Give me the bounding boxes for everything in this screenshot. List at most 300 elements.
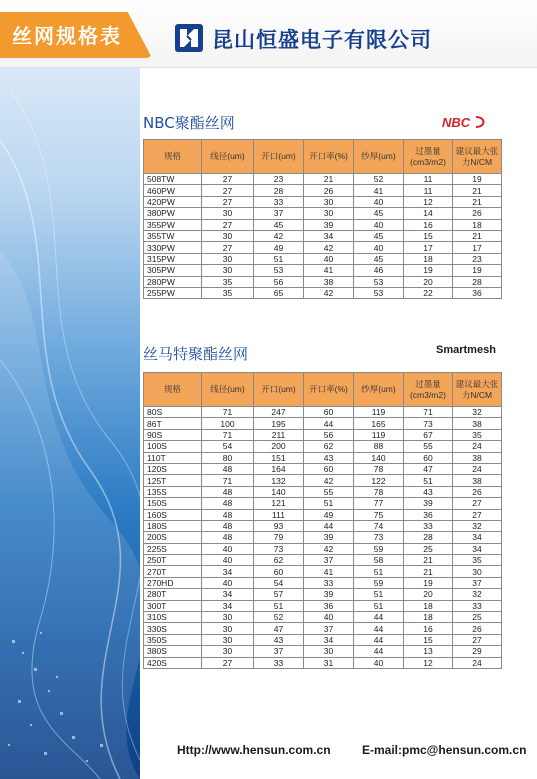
table-cell: 38 xyxy=(304,276,354,287)
table-cell: 121 xyxy=(254,498,304,509)
column-header: 过墨量(cm3/m2) xyxy=(404,140,453,174)
table-cell: 164 xyxy=(254,463,304,474)
table-cell: 30 xyxy=(304,196,354,207)
table-cell: 42 xyxy=(254,230,304,241)
table-cell: 32 xyxy=(453,589,502,600)
table-cell: 73 xyxy=(354,532,404,543)
table-cell: 88 xyxy=(354,441,404,452)
table-cell: 60 xyxy=(254,566,304,577)
table-cell: 25 xyxy=(404,543,453,554)
table-cell: 43 xyxy=(304,452,354,463)
table-cell: 26 xyxy=(304,185,354,196)
column-header: 开口率(%) xyxy=(304,373,354,407)
table-cell: 151 xyxy=(254,452,304,463)
column-header: 开口率(%) xyxy=(304,140,354,174)
table-cell: 20 xyxy=(404,589,453,600)
table-cell: 13 xyxy=(404,646,453,657)
table-cell: 54 xyxy=(202,441,254,452)
table-cell: 29 xyxy=(453,646,502,657)
table-cell: 60 xyxy=(304,407,354,418)
table-cell: 41 xyxy=(354,185,404,196)
table-cell: 12 xyxy=(404,196,453,207)
table-cell: 56 xyxy=(304,429,354,440)
table-cell: 39 xyxy=(304,219,354,230)
table-cell: 100S xyxy=(144,441,202,452)
table-cell: 310S xyxy=(144,612,202,623)
table-cell: 42 xyxy=(304,475,354,486)
table-cell: 39 xyxy=(304,589,354,600)
table-cell: 28 xyxy=(404,532,453,543)
table-cell: 140 xyxy=(254,486,304,497)
table-cell: 48 xyxy=(202,520,254,531)
table-row xyxy=(144,623,502,634)
table-row xyxy=(144,543,502,554)
table-cell: 30 xyxy=(304,646,354,657)
table-cell: 51 xyxy=(304,498,354,509)
table-row xyxy=(144,509,502,520)
table-row xyxy=(144,219,502,230)
table-cell: 39 xyxy=(304,532,354,543)
table-cell: 52 xyxy=(254,612,304,623)
table-cell: 35 xyxy=(453,555,502,566)
table-cell: 120S xyxy=(144,463,202,474)
table-row xyxy=(144,452,502,463)
table-cell: 11 xyxy=(404,185,453,196)
company-logo-icon xyxy=(175,24,203,52)
table-cell: 41 xyxy=(304,566,354,577)
table-cell: 53 xyxy=(254,265,304,276)
table-cell: 51 xyxy=(254,600,304,611)
table-cell: 60 xyxy=(304,463,354,474)
table-row xyxy=(144,600,502,611)
table-row xyxy=(144,253,502,264)
table-cell: 77 xyxy=(354,498,404,509)
table-cell: 119 xyxy=(354,407,404,418)
table-cell: 48 xyxy=(202,532,254,543)
column-header: 规格 xyxy=(144,373,202,407)
email-link[interactable]: E-mail:pmc@hensun.com.cn xyxy=(362,743,527,757)
table-cell: 27 xyxy=(202,174,254,185)
table-cell: 27 xyxy=(202,242,254,253)
table-cell: 100 xyxy=(202,418,254,429)
table-cell: 40 xyxy=(304,612,354,623)
table-cell: 45 xyxy=(254,219,304,230)
table-cell: 37 xyxy=(453,577,502,588)
table-cell: 305PW xyxy=(144,265,202,276)
table-cell: 44 xyxy=(304,520,354,531)
column-header: 开口(um) xyxy=(254,373,304,407)
table-cell: 30 xyxy=(202,230,254,241)
table-cell: 44 xyxy=(354,634,404,645)
table-row xyxy=(144,555,502,566)
table-cell: 30 xyxy=(202,265,254,276)
table-cell: 30 xyxy=(202,253,254,264)
table-cell: 21 xyxy=(304,174,354,185)
table-row xyxy=(144,475,502,486)
table-row xyxy=(144,174,502,185)
table-cell: 47 xyxy=(404,463,453,474)
table-row xyxy=(144,230,502,241)
table-cell: 38 xyxy=(453,452,502,463)
table-cell: 32 xyxy=(453,407,502,418)
table-cell: 24 xyxy=(453,657,502,668)
table-cell: 35 xyxy=(202,287,254,298)
table-cell: 41 xyxy=(304,265,354,276)
table-cell: 355PW xyxy=(144,219,202,230)
table-cell: 40 xyxy=(202,543,254,554)
table-row xyxy=(144,577,502,588)
table-cell: 34 xyxy=(304,230,354,241)
table-cell: 18 xyxy=(404,253,453,264)
table-cell: 33 xyxy=(404,520,453,531)
table-cell: 32 xyxy=(453,520,502,531)
table-cell: 35 xyxy=(202,276,254,287)
table-cell: 280PW xyxy=(144,276,202,287)
table-cell: 36 xyxy=(453,287,502,298)
table-cell: 28 xyxy=(254,185,304,196)
table-cell: 71 xyxy=(202,429,254,440)
table-cell: 37 xyxy=(254,646,304,657)
table-cell: 45 xyxy=(354,253,404,264)
table-cell: 55 xyxy=(404,441,453,452)
table-cell: 16 xyxy=(404,623,453,634)
table-cell: 255PW xyxy=(144,287,202,298)
table-cell: 51 xyxy=(354,589,404,600)
table-cell: 165 xyxy=(354,418,404,429)
table-cell: 26 xyxy=(453,208,502,219)
table-cell: 49 xyxy=(254,242,304,253)
table-cell: 59 xyxy=(354,577,404,588)
table-cell: 51 xyxy=(354,566,404,577)
table-cell: 330S xyxy=(144,623,202,634)
table-row xyxy=(144,265,502,276)
table-cell: 18 xyxy=(453,219,502,230)
table-row xyxy=(144,634,502,645)
table-header-row xyxy=(144,373,502,407)
nbc-brand-text: NBC xyxy=(442,115,471,130)
table-cell: 27 xyxy=(453,634,502,645)
table-row xyxy=(144,657,502,668)
table-cell: 44 xyxy=(354,646,404,657)
table-cell: 420PW xyxy=(144,196,202,207)
table-cell: 270HD xyxy=(144,577,202,588)
table-cell: 270T xyxy=(144,566,202,577)
table-cell: 140 xyxy=(354,452,404,463)
table-cell: 180S xyxy=(144,520,202,531)
table-cell: 44 xyxy=(304,418,354,429)
table-row xyxy=(144,287,502,298)
table-cell: 54 xyxy=(254,577,304,588)
table-cell: 42 xyxy=(304,242,354,253)
table-cell: 27 xyxy=(202,657,254,668)
table-cell: 21 xyxy=(453,230,502,241)
table-cell: 508TW xyxy=(144,174,202,185)
table-row xyxy=(144,612,502,623)
column-header: 线径(um) xyxy=(202,140,254,174)
table-cell: 20 xyxy=(404,276,453,287)
table-cell: 59 xyxy=(354,543,404,554)
table-cell: 280T xyxy=(144,589,202,600)
table-cell: 19 xyxy=(453,174,502,185)
table-cell: 21 xyxy=(404,555,453,566)
table-cell: 55 xyxy=(304,486,354,497)
table-cell: 28 xyxy=(453,276,502,287)
smartmesh-spec-table xyxy=(143,372,502,669)
table-cell: 122 xyxy=(354,475,404,486)
table-cell: 78 xyxy=(354,486,404,497)
table-cell: 34 xyxy=(453,532,502,543)
table-cell: 93 xyxy=(254,520,304,531)
header-band xyxy=(0,0,537,68)
table-cell: 42 xyxy=(304,543,354,554)
table-cell: 225S xyxy=(144,543,202,554)
page-title: 丝网规格表 xyxy=(12,24,122,48)
table-cell: 19 xyxy=(404,577,453,588)
table-cell: 380PW xyxy=(144,208,202,219)
table-cell: 80 xyxy=(202,452,254,463)
table-cell: 21 xyxy=(453,185,502,196)
table-cell: 30 xyxy=(202,623,254,634)
table-cell: 30 xyxy=(202,646,254,657)
table-cell: 111 xyxy=(254,509,304,520)
table-cell: 39 xyxy=(404,498,453,509)
table-cell: 30 xyxy=(202,612,254,623)
table-cell: 40 xyxy=(354,219,404,230)
table-cell: 150S xyxy=(144,498,202,509)
table-cell: 73 xyxy=(254,543,304,554)
nbc-brand-logo-icon xyxy=(440,114,488,130)
table-cell: 71 xyxy=(404,407,453,418)
table-cell: 34 xyxy=(202,589,254,600)
table-cell: 36 xyxy=(304,600,354,611)
table-cell: 350S xyxy=(144,634,202,645)
table-cell: 40 xyxy=(202,577,254,588)
table-row xyxy=(144,463,502,474)
section-title-smartmesh: 丝马特聚酯丝网 xyxy=(143,345,249,363)
table-cell: 34 xyxy=(304,634,354,645)
table-cell: 40 xyxy=(354,242,404,253)
table-cell: 27 xyxy=(202,219,254,230)
table-cell: 48 xyxy=(202,498,254,509)
table-cell: 62 xyxy=(254,555,304,566)
table-cell: 300T xyxy=(144,600,202,611)
section-title-nbc: NBC聚酯丝网 xyxy=(143,114,235,132)
table-cell: 18 xyxy=(404,612,453,623)
table-cell: 45 xyxy=(354,208,404,219)
table-cell: 40 xyxy=(354,196,404,207)
table-cell: 12 xyxy=(404,657,453,668)
table-cell: 19 xyxy=(404,265,453,276)
table-cell: 195 xyxy=(254,418,304,429)
table-cell: 86T xyxy=(144,418,202,429)
table-cell: 79 xyxy=(254,532,304,543)
column-header: 开口(um) xyxy=(254,140,304,174)
table-cell: 18 xyxy=(404,600,453,611)
table-cell: 19 xyxy=(453,265,502,276)
table-cell: 30 xyxy=(304,208,354,219)
table-cell: 46 xyxy=(354,265,404,276)
table-cell: 200 xyxy=(254,441,304,452)
table-cell: 44 xyxy=(354,612,404,623)
table-cell: 48 xyxy=(202,486,254,497)
table-cell: 135S xyxy=(144,486,202,497)
table-cell: 34 xyxy=(202,566,254,577)
table-cell: 37 xyxy=(254,208,304,219)
table-cell: 125T xyxy=(144,475,202,486)
table-cell: 11 xyxy=(404,174,453,185)
table-cell: 43 xyxy=(254,634,304,645)
table-cell: 17 xyxy=(404,242,453,253)
table-cell: 36 xyxy=(404,509,453,520)
table-cell: 74 xyxy=(354,520,404,531)
table-cell: 38 xyxy=(453,475,502,486)
table-cell: 26 xyxy=(453,623,502,634)
table-cell: 27 xyxy=(453,498,502,509)
table-cell: 35 xyxy=(453,429,502,440)
table-cell: 37 xyxy=(304,555,354,566)
table-cell: 45 xyxy=(354,230,404,241)
table-cell: 33 xyxy=(453,600,502,611)
table-row xyxy=(144,276,502,287)
table-row xyxy=(144,185,502,196)
table-row xyxy=(144,196,502,207)
table-cell: 250T xyxy=(144,555,202,566)
table-cell: 15 xyxy=(404,230,453,241)
column-header: 建议最大张力N/CM xyxy=(453,373,502,407)
table-cell: 37 xyxy=(304,623,354,634)
table-row xyxy=(144,208,502,219)
table-cell: 78 xyxy=(354,463,404,474)
table-cell: 200S xyxy=(144,532,202,543)
table-cell: 53 xyxy=(354,287,404,298)
table-cell: 119 xyxy=(354,429,404,440)
table-row xyxy=(144,418,502,429)
table-cell: 40 xyxy=(304,253,354,264)
table-row xyxy=(144,646,502,657)
table-cell: 160S xyxy=(144,509,202,520)
table-cell: 75 xyxy=(354,509,404,520)
table-cell: 25 xyxy=(453,612,502,623)
table-cell: 53 xyxy=(354,276,404,287)
table-row xyxy=(144,407,502,418)
table-cell: 27 xyxy=(202,185,254,196)
table-cell: 33 xyxy=(254,196,304,207)
column-header: 规格 xyxy=(144,140,202,174)
table-cell: 58 xyxy=(354,555,404,566)
table-row xyxy=(144,486,502,497)
table-cell: 52 xyxy=(354,174,404,185)
table-cell: 44 xyxy=(354,623,404,634)
table-row xyxy=(144,498,502,509)
table-cell: 211 xyxy=(254,429,304,440)
table-cell: 24 xyxy=(453,441,502,452)
table-cell: 57 xyxy=(254,589,304,600)
table-row xyxy=(144,429,502,440)
website-link[interactable]: Http://www.hensun.com.cn xyxy=(177,743,331,757)
table-cell: 460PW xyxy=(144,185,202,196)
table-cell: 90S xyxy=(144,429,202,440)
table-cell: 110T xyxy=(144,452,202,463)
table-cell: 33 xyxy=(304,577,354,588)
table-cell: 23 xyxy=(254,174,304,185)
table-cell: 14 xyxy=(404,208,453,219)
table-cell: 80S xyxy=(144,407,202,418)
table-cell: 247 xyxy=(254,407,304,418)
table-cell: 31 xyxy=(304,657,354,668)
left-decoration xyxy=(0,0,140,779)
table-cell: 62 xyxy=(304,441,354,452)
table-cell: 355TW xyxy=(144,230,202,241)
table-cell: 73 xyxy=(404,418,453,429)
table-cell: 27 xyxy=(202,196,254,207)
table-cell: 23 xyxy=(453,253,502,264)
column-header: 建议最大张力N/CM xyxy=(453,140,502,174)
table-cell: 48 xyxy=(202,509,254,520)
table-cell: 38 xyxy=(453,418,502,429)
table-row xyxy=(144,441,502,452)
column-header: 过墨量(cm3/m2) xyxy=(404,373,453,407)
table-cell: 315PW xyxy=(144,253,202,264)
table-row xyxy=(144,589,502,600)
table-cell: 420S xyxy=(144,657,202,668)
table-cell: 16 xyxy=(404,219,453,230)
table-cell: 30 xyxy=(453,566,502,577)
table-cell: 43 xyxy=(404,486,453,497)
smartmesh-brand-logo: Smartmesh xyxy=(436,344,496,356)
table-cell: 47 xyxy=(254,623,304,634)
column-header: 纱厚(um) xyxy=(354,140,404,174)
table-cell: 380S xyxy=(144,646,202,657)
table-cell: 65 xyxy=(254,287,304,298)
table-cell: 40 xyxy=(202,555,254,566)
column-header: 线径(um) xyxy=(202,373,254,407)
table-cell: 51 xyxy=(354,600,404,611)
table-cell: 21 xyxy=(453,196,502,207)
table-cell: 51 xyxy=(254,253,304,264)
table-cell: 21 xyxy=(404,566,453,577)
table-cell: 71 xyxy=(202,407,254,418)
nbc-spec-table xyxy=(143,139,502,299)
company-name: 昆山恒盛电子有限公司 xyxy=(212,28,432,52)
table-row xyxy=(144,532,502,543)
table-row xyxy=(144,242,502,253)
table-cell: 17 xyxy=(453,242,502,253)
table-cell: 67 xyxy=(404,429,453,440)
column-header: 纱厚(um) xyxy=(354,373,404,407)
table-cell: 330PW xyxy=(144,242,202,253)
table-cell: 30 xyxy=(202,634,254,645)
table-cell: 15 xyxy=(404,634,453,645)
wave-graphic-icon xyxy=(0,0,140,779)
table-cell: 24 xyxy=(453,463,502,474)
table-cell: 30 xyxy=(202,208,254,219)
table-cell: 56 xyxy=(254,276,304,287)
table-cell: 40 xyxy=(354,657,404,668)
table-cell: 22 xyxy=(404,287,453,298)
table-cell: 27 xyxy=(453,509,502,520)
table-cell: 42 xyxy=(304,287,354,298)
table-cell: 34 xyxy=(453,543,502,554)
table-row xyxy=(144,566,502,577)
table-cell: 26 xyxy=(453,486,502,497)
table-row xyxy=(144,520,502,531)
table-cell: 48 xyxy=(202,463,254,474)
table-cell: 132 xyxy=(254,475,304,486)
table-cell: 33 xyxy=(254,657,304,668)
table-cell: 60 xyxy=(404,452,453,463)
table-header-row xyxy=(144,140,502,174)
table-cell: 51 xyxy=(404,475,453,486)
